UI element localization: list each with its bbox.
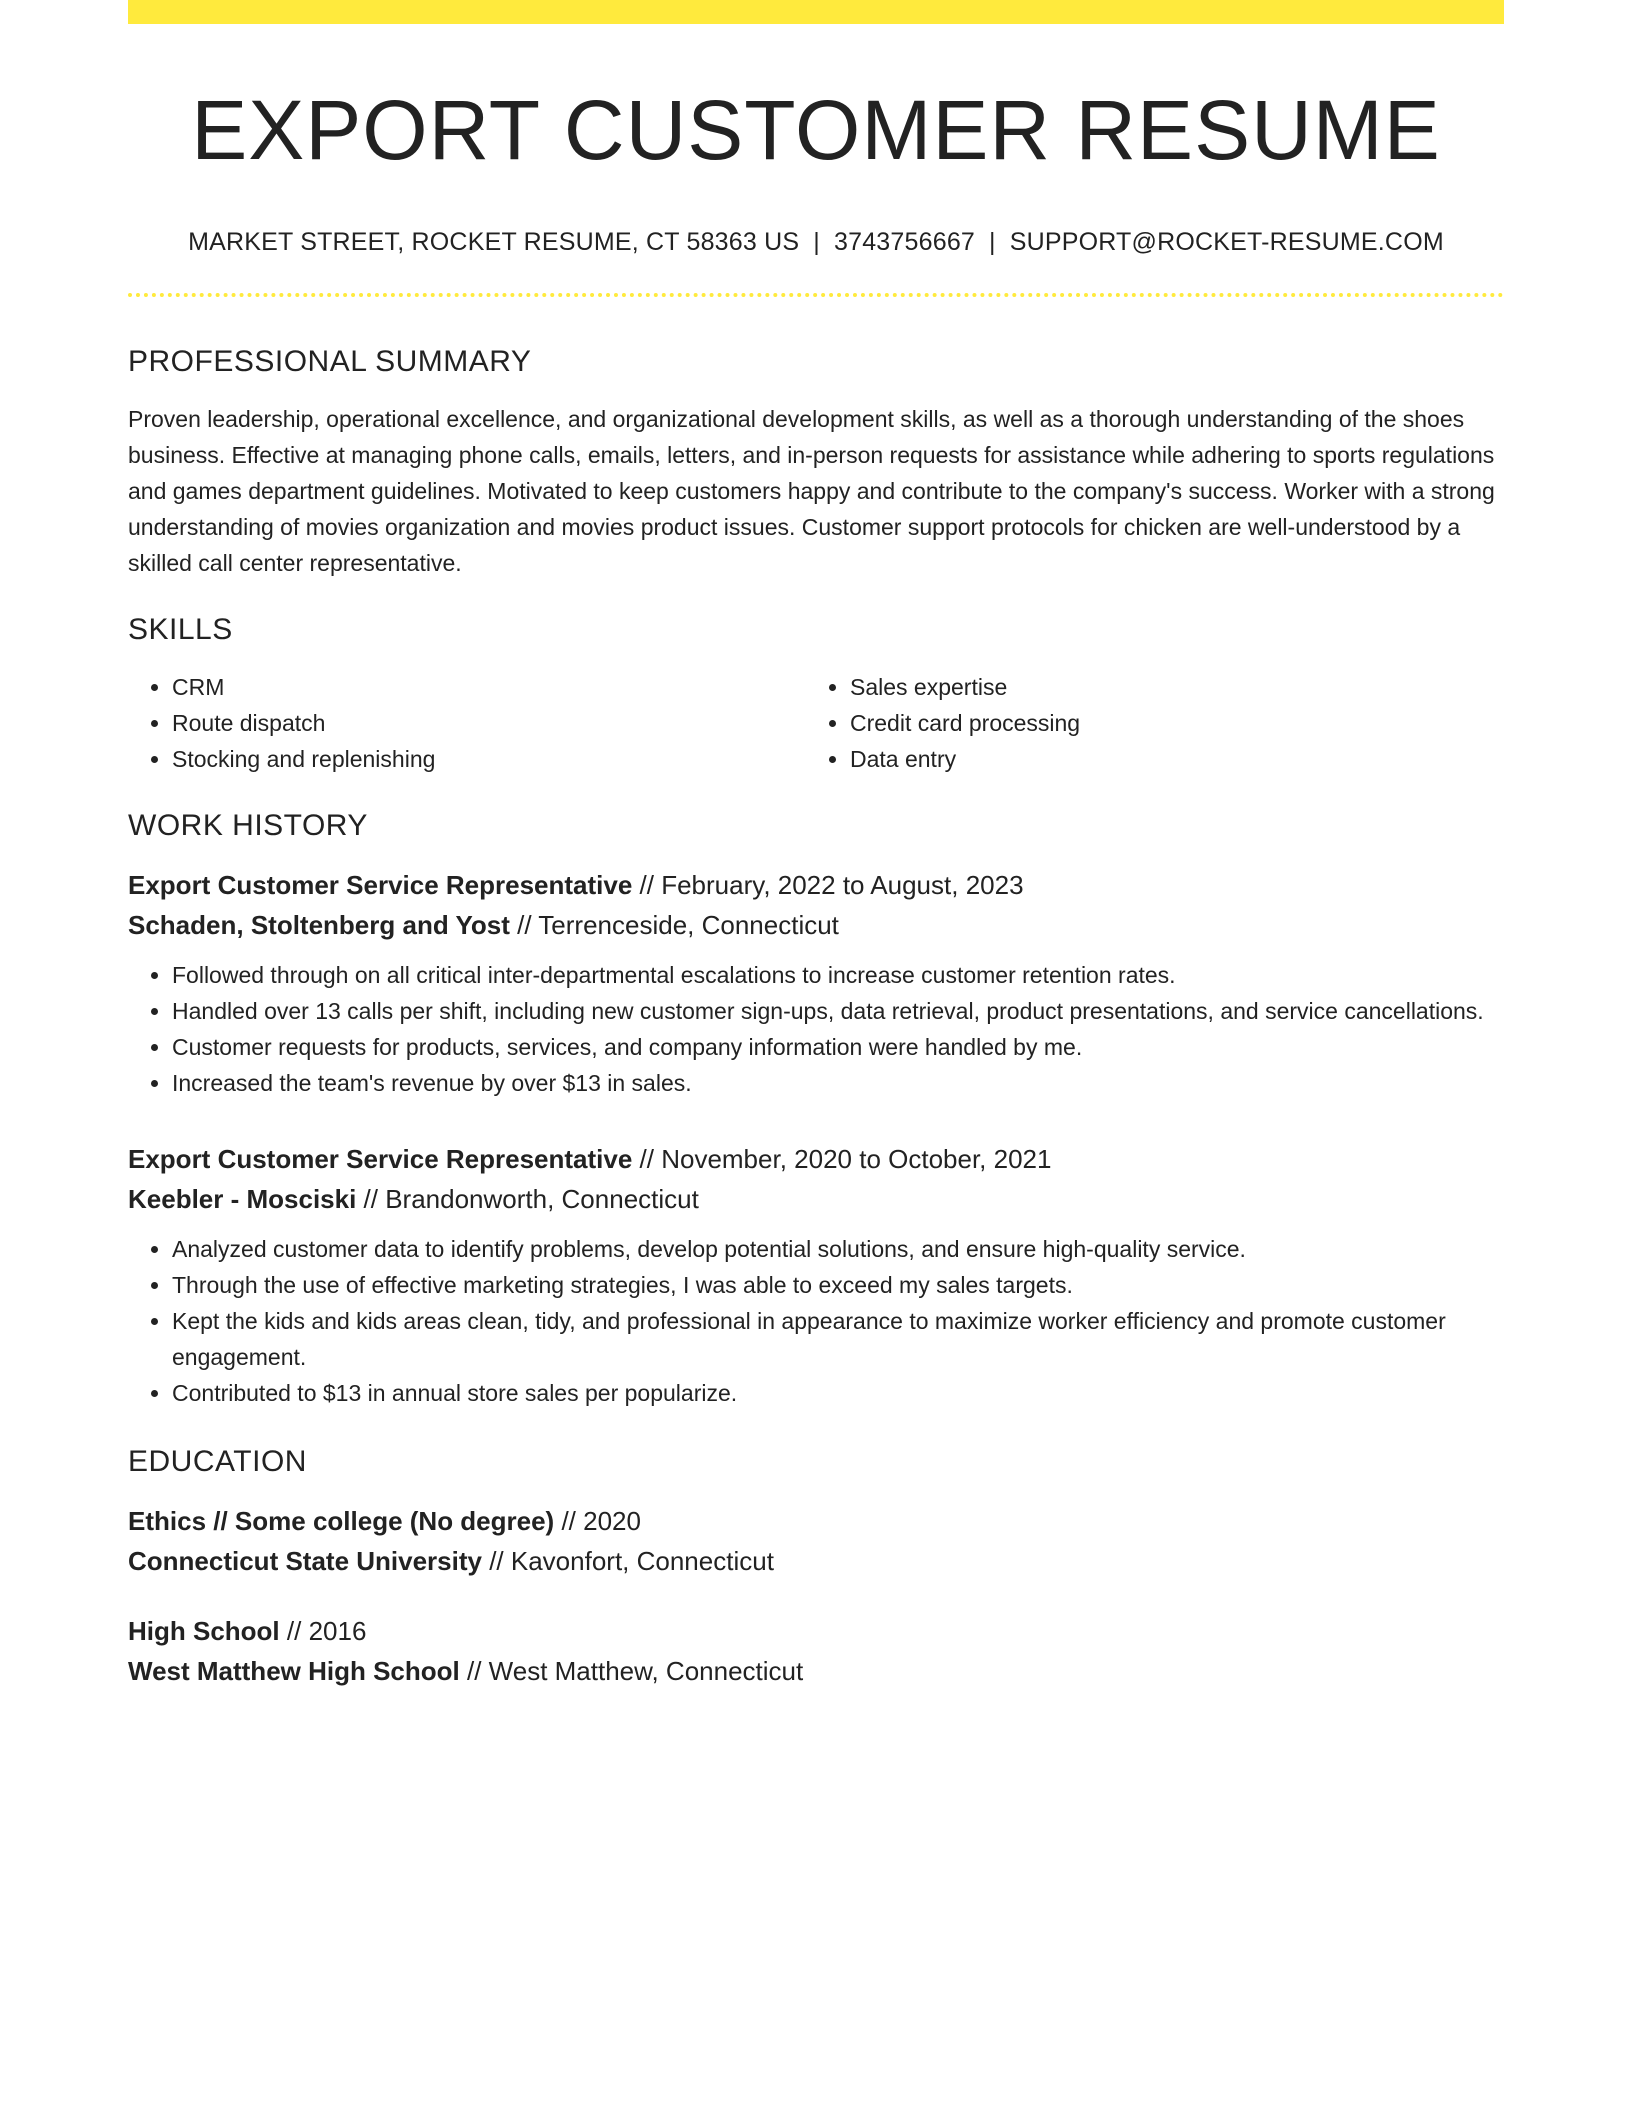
skill-item: • Data entry [850, 741, 1484, 777]
education-degree-line [128, 1501, 1504, 1541]
job-bullet: • Kept the kids and kids areas clean, tidy, and professional in appearance to maximize worker efficiency and promote customer engagement. [172, 1303, 1504, 1375]
job-role: Export Customer Service Representative [128, 870, 633, 901]
education-year: // 2020 [554, 1506, 641, 1537]
dotted-divider [128, 293, 1504, 297]
summary-text: Proven leadership, operational excellence, and organizational development skills, as well as a thorough understanding of the shoes business. Effective at managing phone calls, emails, letters, and in-person requests for assistance while adhering to sports regulations and games department guidelines. Motivated to keep customers happy and contribute to the company's success. Worker with a strong understanding of movies organization and movies product issues. Customer support protocols for chicken are well-understood by a skilled call center representative. [128, 406, 1495, 577]
education-school: Connecticut State University [128, 1546, 482, 1577]
job-role-line [128, 865, 1504, 905]
resume-title: EXPORT CUSTOMER RESUME [191, 83, 1441, 177]
contact-separator: | [813, 228, 820, 257]
contact-line [128, 228, 1504, 257]
education-school: West Matthew High School [128, 1656, 460, 1687]
job-company: Schaden, Stoltenberg and Yost [128, 910, 510, 941]
job-dates: // November, 2020 to October, 2021 [632, 1144, 1052, 1175]
job-bullet: • Handled over 13 calls per shift, including new customer sign-ups, data retrieval, product presentations, and service cancellations. [172, 993, 1504, 1029]
skills-column-right [806, 669, 1484, 777]
education-location: // West Matthew, Connecticut [459, 1656, 804, 1687]
education-school-line [128, 1541, 1504, 1581]
job-bullet: • Customer requests for products, services, and company information were handled by me. [172, 1029, 1504, 1065]
accent-top-bar [128, 0, 1504, 24]
summary-heading: PROFESSIONAL SUMMARY [128, 345, 532, 379]
skill-item: • Route dispatch [172, 705, 806, 741]
job-bullets [128, 1231, 1504, 1411]
job-entry [128, 1139, 1504, 1411]
resume-page [128, 0, 1504, 1691]
skill-item: • Credit card processing [850, 705, 1484, 741]
education-year: // 2016 [279, 1616, 367, 1647]
education-location: // Kavonfort, Connecticut [481, 1546, 774, 1577]
skill-item: • Stocking and replenishing [172, 741, 806, 777]
education-school-line [128, 1651, 1504, 1691]
job-bullets [128, 957, 1504, 1101]
job-role: Export Customer Service Representative [128, 1144, 633, 1175]
skills-heading: SKILLS [128, 613, 233, 647]
education-entry [128, 1611, 1504, 1691]
job-entry [128, 865, 1504, 1101]
job-company-line [128, 905, 1504, 945]
job-company-line [128, 1179, 1504, 1219]
job-location: // Terrenceside, Connecticut [509, 910, 839, 941]
job-company: Keebler - Mosciski [128, 1184, 357, 1215]
job-bullet: • Followed through on all critical inter-departmental escalations to increase customer retention rates. [172, 957, 1504, 993]
contact-address: MARKET STREET, ROCKET RESUME, CT 58363 US [188, 228, 800, 257]
job-bullet: • Through the use of effective marketing strategies, I was able to exceed my sales targets. [172, 1267, 1504, 1303]
job-location: // Brandonworth, Connecticut [356, 1184, 699, 1215]
job-bullet: • Contributed to $13 in annual store sales per popularize. [172, 1375, 1504, 1411]
education-degree: High School [128, 1616, 280, 1647]
skills-column-left [128, 669, 806, 777]
contact-email: SUPPORT@ROCKET-RESUME.COM [1009, 228, 1444, 257]
skill-item: • Sales expertise [850, 669, 1484, 705]
education-entry [128, 1501, 1504, 1581]
contact-phone: 3743756667 [833, 228, 976, 257]
job-bullet: • Increased the team's revenue by over $13 in sales. [172, 1065, 1504, 1101]
job-role-line [128, 1139, 1504, 1179]
skill-item: • CRM [172, 669, 806, 705]
work-history-heading: WORK HISTORY [128, 809, 368, 843]
job-dates: // February, 2022 to August, 2023 [632, 870, 1024, 901]
education-degree: Ethics // Some college (No degree) [128, 1506, 555, 1537]
education-degree-line [128, 1611, 1504, 1651]
skills-grid [128, 669, 1504, 777]
contact-separator: | [989, 228, 996, 257]
job-bullet: • Analyzed customer data to identify problems, develop potential solutions, and ensure high-quality service. [172, 1231, 1504, 1267]
education-heading: EDUCATION [128, 1445, 307, 1479]
